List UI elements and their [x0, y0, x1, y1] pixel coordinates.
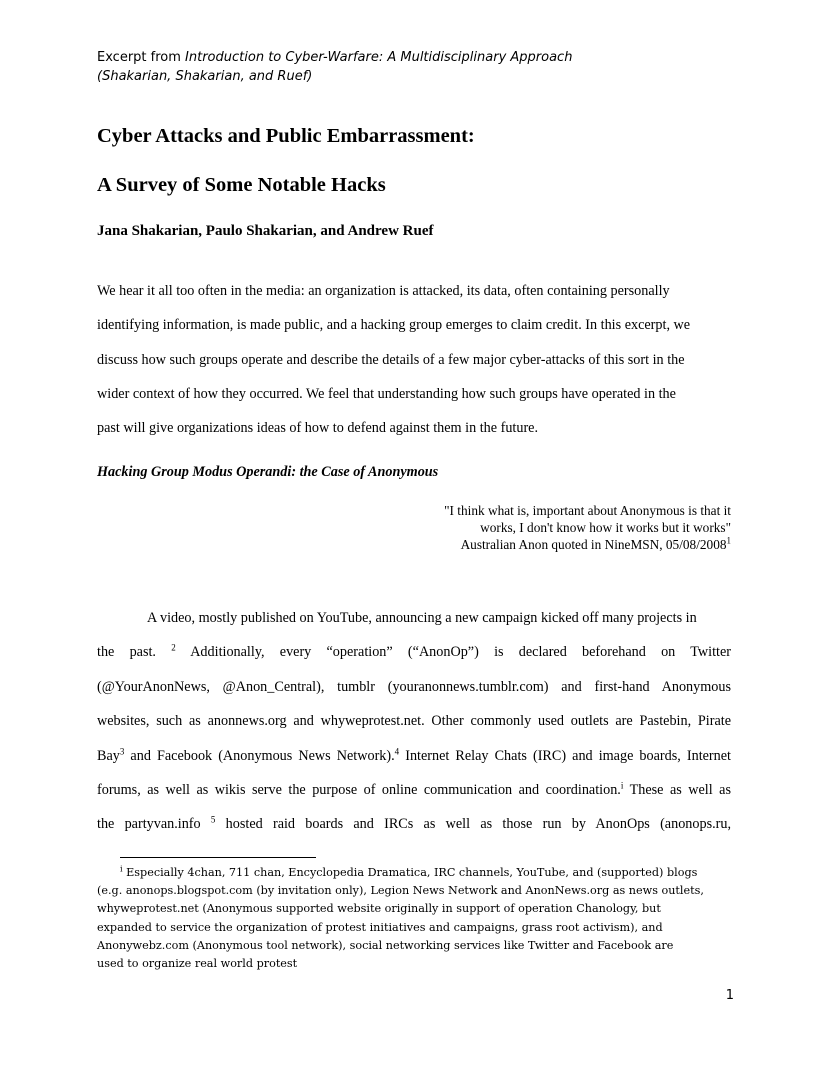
footnote-ref: 2 [171, 642, 176, 653]
quote-attribution [311, 536, 731, 553]
intro-line: discuss how such groups operate and describe the details of a few major cyber-attacks of this sort in the [97, 351, 685, 368]
body-text-span: hosted raid boards and IRCs as well as those run by AnonOps (anonops.ru, [215, 816, 732, 833]
excerpt-line-1 [97, 48, 737, 67]
footnote-ref: 3 [119, 745, 125, 756]
footnote-ref: 4 [394, 745, 400, 756]
body-line-5 [97, 739, 731, 773]
footnote-text: Especially 4chan, 711 chan, Encyclopedia Dramatica, IRC channels, YouTube, and (supported) blogs [126, 866, 698, 879]
footnote-marker: i [120, 864, 123, 874]
footnote-line: whyweprotest.net (Anonymous supported website originally in support of operation Chanology, but [97, 902, 661, 916]
paper-title-line-1: Cyber Attacks and Public Embarrassment: [97, 125, 475, 147]
body-line-1: A video, mostly published on YouTube, announcing a new campaign kicked off many projects in [147, 610, 697, 626]
body-text-span: Internet Relay Chats (IRC) and image boards, Internet [399, 747, 731, 764]
excerpt-prefix: Excerpt from [97, 50, 186, 65]
footnote-line: expanded to service the organization of protest initiatives and campaigns, grass root activism), and [97, 920, 663, 934]
section-heading: Hacking Group Modus Operandi: the Case of Anonymous [97, 464, 439, 480]
page-number: 1 [725, 988, 734, 1003]
intro-line: identifying information, is made public, and a hacking group emerges to claim credit. In this excerpt, we [97, 317, 691, 334]
body-text-span: and Facebook (Anonymous News Network). [124, 747, 395, 764]
body-text-span: These as well as [623, 781, 731, 798]
body-text-span: forums, as well as wikis serve the purpose of online communication and coordination. [97, 781, 621, 798]
author-list: Jana Shakarian, Paulo Shakarian, and Andrew Ruef [97, 223, 434, 239]
body-paragraph [97, 601, 731, 842]
body-text-span: Bay [97, 747, 120, 764]
quote-line-1: "I think what is, important about Anonymous is that it [444, 503, 731, 518]
quote-source: Australian Anon quoted in NineMSN, 05/08/2008 [460, 537, 727, 552]
quote-line-2: works, I don't know how it works but it works" [480, 520, 731, 535]
intro-line: wider context of how they occurred. We feel that understanding how such groups have operated in the [97, 385, 676, 402]
body-line-3: (@YourAnonNews, @Anon_Central), tumblr (youranonnews.tumblr.com) and first-hand Anonymous [97, 678, 731, 695]
body-line-6 [97, 773, 731, 807]
body-text-span: the partyvan.info [97, 816, 201, 833]
footnote-line: used to organize real world protest [97, 957, 298, 971]
body-line-2 [97, 635, 731, 669]
footnote-line [97, 864, 733, 882]
book-title: Introduction to Cyber-Warfare: A Multidisciplinary Approach [185, 50, 573, 65]
footnote-separator [120, 857, 316, 858]
book-authors: (Shakarian, Shakarian, and Ruef) [97, 69, 313, 84]
excerpt-line-2 [97, 67, 737, 86]
paper-title-line-2: A Survey of Some Notable Hacks [97, 174, 386, 196]
footnote [97, 864, 733, 973]
body-text-span: Additionally, every “operation” (“AnonOp”) is declared beforehand on Twitter [190, 644, 732, 661]
footnote-line: (e.g. anonops.blogspot.com (by invitation only), Legion News Network and AnonNews.org as news outlets, [97, 884, 704, 898]
intro-line: past will give organizations ideas of how to defend against them in the future. [97, 420, 539, 437]
intro-paragraph [97, 274, 732, 445]
body-line-4: websites, such as anonnews.org and whyweprotest.net. Other commonly used outlets are Pastebin, Pirate [97, 713, 731, 730]
excerpt-note [97, 48, 737, 86]
epigraph-quote [311, 502, 731, 553]
body-text-span: the past. [97, 644, 156, 661]
body-line-7 [97, 807, 731, 841]
footnote-line: Anonywebz.com (Anonymous tool network), social networking services like Twitter and Facebook are [97, 938, 674, 952]
footnote-ref: 5 [210, 814, 216, 825]
footnote-ref: i [620, 780, 624, 791]
footnote-ref: 1 [726, 535, 731, 546]
intro-line: We hear it all too often in the media: an organization is attacked, its data, often containing personally [97, 283, 670, 299]
